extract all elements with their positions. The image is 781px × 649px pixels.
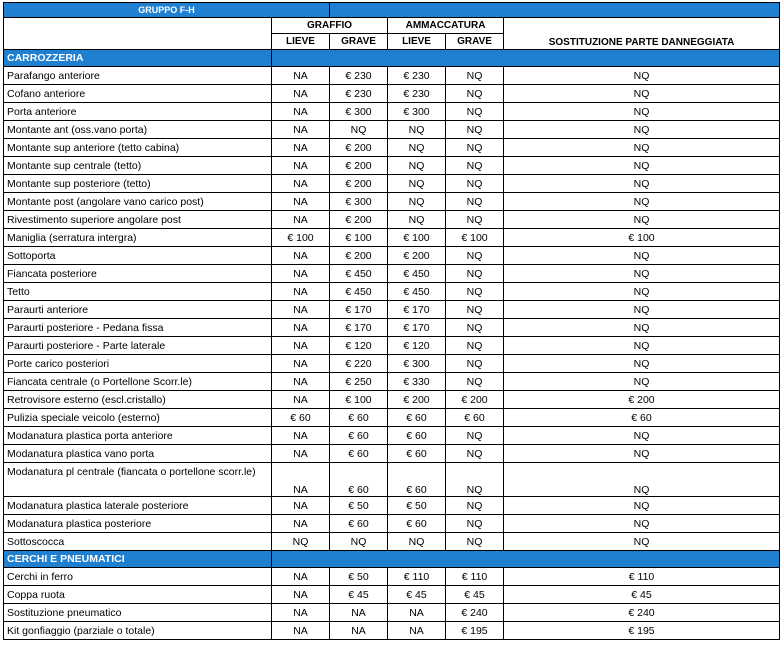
cell-ammaccatura-lieve: NQ (388, 193, 446, 211)
cell-graffio-grave: € 250 (330, 373, 388, 391)
cell-sostituzione: NQ (504, 463, 780, 497)
cell-graffio-grave: € 50 (330, 497, 388, 515)
cell-sostituzione: € 240 (504, 604, 780, 622)
row-label: Cofano anteriore (4, 85, 272, 103)
section-header-row (4, 551, 780, 568)
row-label: Sostituzione pneumatico (4, 604, 272, 622)
cell-sostituzione: NQ (504, 319, 780, 337)
cell-graffio-lieve: NA (272, 283, 330, 301)
cell-sostituzione: NQ (504, 373, 780, 391)
cell-sostituzione: NQ (504, 67, 780, 85)
cell-graffio-lieve: NA (272, 139, 330, 157)
cell-graffio-grave: € 60 (330, 409, 388, 427)
row-label: Tetto (4, 283, 272, 301)
cell-graffio-lieve: € 60 (272, 409, 330, 427)
cell-sostituzione: NQ (504, 103, 780, 121)
cell-ammaccatura-lieve: € 60 (388, 515, 446, 533)
cell-sostituzione: € 110 (504, 568, 780, 586)
cell-ammaccatura-lieve: NQ (388, 533, 446, 551)
cell-graffio-lieve: NA (272, 211, 330, 229)
cell-graffio-lieve: € 100 (272, 229, 330, 247)
table-row (4, 463, 780, 497)
cell-ammaccatura-lieve: € 50 (388, 497, 446, 515)
cell-ammaccatura-grave: € 60 (446, 409, 504, 427)
cell-ammaccatura-grave: NQ (446, 515, 504, 533)
cell-ammaccatura-grave: € 110 (446, 568, 504, 586)
cell-sostituzione: NQ (504, 337, 780, 355)
header-ammaccatura: AMMACCATURA (388, 18, 504, 34)
cell-ammaccatura-grave: € 195 (446, 622, 504, 640)
cell-graffio-grave: € 200 (330, 139, 388, 157)
cell-ammaccatura-grave: NQ (446, 497, 504, 515)
cell-graffio-lieve: NA (272, 391, 330, 409)
cell-sostituzione: NQ (504, 497, 780, 515)
cell-graffio-lieve: NA (272, 586, 330, 604)
cell-graffio-grave: € 220 (330, 355, 388, 373)
row-label: Montante post (angolare vano carico post) (4, 193, 272, 211)
cell-graffio-lieve: NA (272, 67, 330, 85)
table-row (4, 211, 780, 229)
header-ammaccatura-grave: GRAVE (446, 34, 504, 50)
cell-graffio-grave: € 45 (330, 586, 388, 604)
cell-graffio-lieve: NA (272, 85, 330, 103)
section-header-row (4, 50, 780, 67)
row-label: Modanatura plastica posteriore (4, 515, 272, 533)
cell-ammaccatura-lieve: € 110 (388, 568, 446, 586)
cell-ammaccatura-grave: NQ (446, 301, 504, 319)
row-label: Paraurti posteriore - Pedana fissa (4, 319, 272, 337)
cell-graffio-lieve: NA (272, 247, 330, 265)
cell-ammaccatura-lieve: NA (388, 622, 446, 640)
cell-ammaccatura-grave: NQ (446, 175, 504, 193)
table-row (4, 265, 780, 283)
cell-ammaccatura-grave: NQ (446, 85, 504, 103)
cell-graffio-lieve: NA (272, 337, 330, 355)
cell-graffio-grave: € 170 (330, 319, 388, 337)
cell-ammaccatura-grave: NQ (446, 265, 504, 283)
cell-ammaccatura-lieve: € 230 (388, 67, 446, 85)
cell-graffio-lieve: NA (272, 497, 330, 515)
cell-ammaccatura-grave: € 200 (446, 391, 504, 409)
group-title: GRUPPO F-H (4, 3, 330, 18)
table-row (4, 85, 780, 103)
cell-ammaccatura-lieve: € 170 (388, 319, 446, 337)
cell-graffio-lieve: NA (272, 568, 330, 586)
cell-sostituzione: € 45 (504, 586, 780, 604)
cell-ammaccatura-lieve: € 200 (388, 391, 446, 409)
cell-graffio-grave: € 200 (330, 175, 388, 193)
cell-sostituzione: NQ (504, 193, 780, 211)
cell-graffio-grave: NA (330, 622, 388, 640)
table-row (4, 445, 780, 463)
table-row (4, 391, 780, 409)
cell-graffio-lieve: NA (272, 193, 330, 211)
cell-graffio-lieve: NA (272, 103, 330, 121)
table-row (4, 373, 780, 391)
cell-ammaccatura-lieve: NQ (388, 139, 446, 157)
row-label: Sottoporta (4, 247, 272, 265)
cell-ammaccatura-lieve: NA (388, 604, 446, 622)
cell-ammaccatura-grave: NQ (446, 463, 504, 497)
cell-graffio-lieve: NA (272, 157, 330, 175)
table-row (4, 67, 780, 85)
cell-graffio-grave: NQ (330, 533, 388, 551)
cell-ammaccatura-lieve: € 60 (388, 427, 446, 445)
cell-sostituzione: NQ (504, 121, 780, 139)
table-row (4, 409, 780, 427)
header-row-categories (4, 18, 780, 34)
row-label: Retrovisore esterno (escl.cristallo) (4, 391, 272, 409)
cell-graffio-lieve: NA (272, 604, 330, 622)
cell-graffio-grave: € 200 (330, 247, 388, 265)
cell-graffio-grave: € 300 (330, 193, 388, 211)
cell-graffio-grave: € 170 (330, 301, 388, 319)
table-row (4, 103, 780, 121)
cell-ammaccatura-lieve: € 200 (388, 247, 446, 265)
table-row (4, 193, 780, 211)
cell-ammaccatura-grave: NQ (446, 319, 504, 337)
row-label: Modanatura plastica vano porta (4, 445, 272, 463)
row-label: Paraurti anteriore (4, 301, 272, 319)
cell-ammaccatura-grave: € 100 (446, 229, 504, 247)
cell-sostituzione: NQ (504, 445, 780, 463)
cell-graffio-lieve: NA (272, 121, 330, 139)
table-row (4, 337, 780, 355)
header-graffio-lieve: LIEVE (272, 34, 330, 50)
cell-ammaccatura-lieve: € 45 (388, 586, 446, 604)
table-row (4, 604, 780, 622)
cell-graffio-grave: € 230 (330, 67, 388, 85)
section-title: CERCHI E PNEUMATICI (4, 551, 272, 568)
cell-ammaccatura-grave: NQ (446, 533, 504, 551)
cell-ammaccatura-grave: NQ (446, 445, 504, 463)
cell-ammaccatura-grave: NQ (446, 121, 504, 139)
row-label: Montante ant (oss.vano porta) (4, 121, 272, 139)
cell-sostituzione: € 200 (504, 391, 780, 409)
cell-ammaccatura-grave: NQ (446, 211, 504, 229)
table-row (4, 515, 780, 533)
row-label: Parafango anteriore (4, 67, 272, 85)
table-row (4, 247, 780, 265)
cell-graffio-lieve: NQ (272, 533, 330, 551)
cell-ammaccatura-grave: NQ (446, 67, 504, 85)
table-row (4, 622, 780, 640)
cell-graffio-lieve: NA (272, 175, 330, 193)
table-row (4, 568, 780, 586)
cell-ammaccatura-lieve: € 120 (388, 337, 446, 355)
row-label: Paraurti posteriore - Parte laterale (4, 337, 272, 355)
row-label: Kit gonfiaggio (parziale o totale) (4, 622, 272, 640)
cell-graffio-grave: € 230 (330, 85, 388, 103)
cell-graffio-grave: € 450 (330, 265, 388, 283)
row-label: Pulizia speciale veicolo (esterno) (4, 409, 272, 427)
cell-ammaccatura-lieve: € 330 (388, 373, 446, 391)
cell-sostituzione: € 60 (504, 409, 780, 427)
row-label: Porta anteriore (4, 103, 272, 121)
row-label: Fiancata centrale (o Portellone Scorr.le) (4, 373, 272, 391)
row-label: Fiancata posteriore (4, 265, 272, 283)
cell-ammaccatura-grave: NQ (446, 103, 504, 121)
cell-graffio-grave: € 200 (330, 157, 388, 175)
table-body (4, 50, 780, 640)
cell-sostituzione: NQ (504, 355, 780, 373)
cell-sostituzione: € 100 (504, 229, 780, 247)
cell-ammaccatura-grave: NQ (446, 247, 504, 265)
cell-graffio-grave: NA (330, 604, 388, 622)
cell-ammaccatura-grave: € 45 (446, 586, 504, 604)
table-row (4, 229, 780, 247)
cell-ammaccatura-grave: NQ (446, 157, 504, 175)
cell-ammaccatura-lieve: NQ (388, 121, 446, 139)
cell-sostituzione: NQ (504, 175, 780, 193)
row-label: Coppa ruota (4, 586, 272, 604)
cell-graffio-grave: € 60 (330, 515, 388, 533)
cell-graffio-lieve: NA (272, 301, 330, 319)
table-row (4, 497, 780, 515)
cell-graffio-grave: € 120 (330, 337, 388, 355)
section-title: CARROZZERIA (4, 50, 272, 67)
cell-ammaccatura-grave: NQ (446, 193, 504, 211)
cell-ammaccatura-lieve: € 300 (388, 355, 446, 373)
row-label: Montante sup centrale (tetto) (4, 157, 272, 175)
cell-graffio-grave: NQ (330, 121, 388, 139)
cell-ammaccatura-grave: NQ (446, 355, 504, 373)
row-label: Rivestimento superiore angolare post (4, 211, 272, 229)
cell-sostituzione: € 195 (504, 622, 780, 640)
row-label: Montante sup posteriore (tetto) (4, 175, 272, 193)
table-row (4, 301, 780, 319)
cell-ammaccatura-grave: € 240 (446, 604, 504, 622)
cell-graffio-lieve: NA (272, 622, 330, 640)
cell-ammaccatura-grave: NQ (446, 337, 504, 355)
cell-sostituzione: NQ (504, 211, 780, 229)
cell-sostituzione: NQ (504, 283, 780, 301)
cell-ammaccatura-lieve: € 60 (388, 445, 446, 463)
header-graffio: GRAFFIO (272, 18, 388, 34)
cell-graffio-grave: € 200 (330, 211, 388, 229)
cell-ammaccatura-lieve: € 60 (388, 463, 446, 497)
cell-ammaccatura-grave: NQ (446, 373, 504, 391)
cell-ammaccatura-lieve: NQ (388, 175, 446, 193)
cell-ammaccatura-lieve: € 300 (388, 103, 446, 121)
cell-ammaccatura-lieve: € 230 (388, 85, 446, 103)
cell-ammaccatura-grave: NQ (446, 283, 504, 301)
cell-sostituzione: NQ (504, 157, 780, 175)
cell-graffio-grave: € 60 (330, 427, 388, 445)
row-label: Sottoscocca (4, 533, 272, 551)
table-row (4, 355, 780, 373)
cell-sostituzione: NQ (504, 515, 780, 533)
cell-ammaccatura-lieve: NQ (388, 211, 446, 229)
cell-graffio-grave: € 100 (330, 391, 388, 409)
cell-graffio-lieve: NA (272, 355, 330, 373)
header-ammaccatura-lieve: LIEVE (388, 34, 446, 50)
table-row (4, 175, 780, 193)
cell-sostituzione: NQ (504, 533, 780, 551)
cell-ammaccatura-grave: NQ (446, 427, 504, 445)
row-label: Maniglia (serratura intergra) (4, 229, 272, 247)
cell-graffio-grave: € 300 (330, 103, 388, 121)
cell-sostituzione: NQ (504, 139, 780, 157)
cell-graffio-grave: € 100 (330, 229, 388, 247)
row-label: Modanatura plastica porta anteriore (4, 427, 272, 445)
table-row (4, 427, 780, 445)
table-row (4, 157, 780, 175)
cell-graffio-lieve: NA (272, 445, 330, 463)
cell-graffio-lieve: NA (272, 427, 330, 445)
cell-sostituzione: NQ (504, 301, 780, 319)
cell-ammaccatura-lieve: € 100 (388, 229, 446, 247)
cell-graffio-lieve: NA (272, 515, 330, 533)
cell-ammaccatura-lieve: € 60 (388, 409, 446, 427)
header-sostituzione: SOSTITUZIONE PARTE DANNEGGIATA (504, 18, 780, 50)
table-row (4, 139, 780, 157)
cell-ammaccatura-lieve: € 170 (388, 301, 446, 319)
header-graffio-grave: GRAVE (330, 34, 388, 50)
cell-graffio-lieve: NA (272, 373, 330, 391)
cell-graffio-grave: € 450 (330, 283, 388, 301)
row-label: Montante sup anteriore (tetto cabina) (4, 139, 272, 157)
cell-graffio-lieve: NA (272, 463, 330, 497)
cell-graffio-grave: € 60 (330, 445, 388, 463)
table-row (4, 121, 780, 139)
row-label: Cerchi in ferro (4, 568, 272, 586)
cell-ammaccatura-lieve: NQ (388, 157, 446, 175)
group-title-row (4, 3, 780, 18)
cell-ammaccatura-lieve: € 450 (388, 265, 446, 283)
cell-sostituzione: NQ (504, 247, 780, 265)
table-row (4, 533, 780, 551)
cell-sostituzione: NQ (504, 85, 780, 103)
cell-ammaccatura-grave: NQ (446, 139, 504, 157)
cell-graffio-lieve: NA (272, 265, 330, 283)
table-row (4, 586, 780, 604)
damage-price-table (3, 2, 780, 640)
cell-graffio-lieve: NA (272, 319, 330, 337)
cell-sostituzione: NQ (504, 265, 780, 283)
table-row (4, 283, 780, 301)
row-label: Porte carico posteriori (4, 355, 272, 373)
cell-ammaccatura-lieve: € 450 (388, 283, 446, 301)
cell-sostituzione: NQ (504, 427, 780, 445)
cell-graffio-grave: € 60 (330, 463, 388, 497)
cell-graffio-grave: € 50 (330, 568, 388, 586)
row-label: Modanatura plastica laterale posteriore (4, 497, 272, 515)
table-row (4, 319, 780, 337)
row-label: Modanatura pl centrale (fiancata o portellone scorr.le) (4, 463, 272, 497)
